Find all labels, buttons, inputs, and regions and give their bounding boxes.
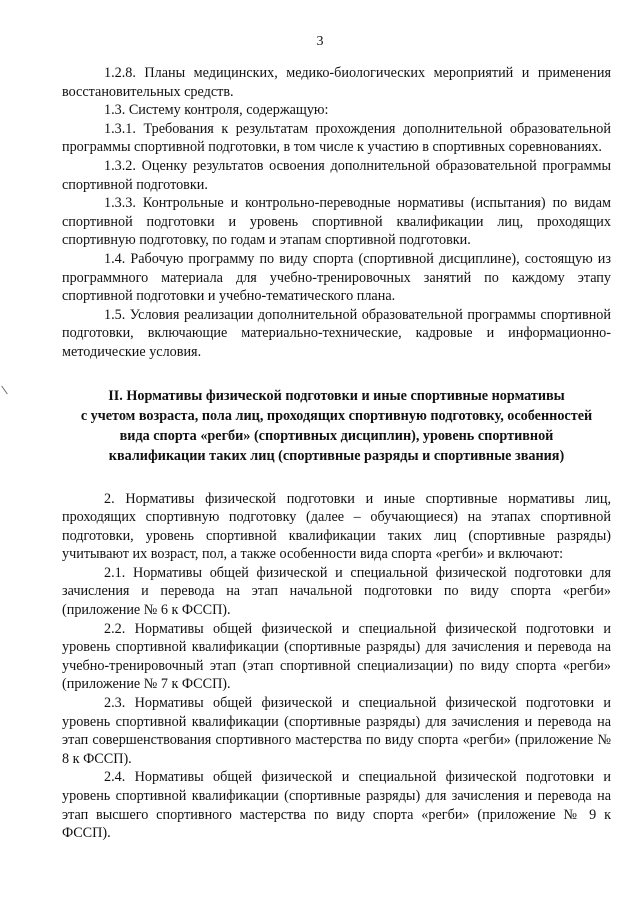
margin-mark (1, 386, 8, 395)
paragraph-2: 2. Нормативы физической подготовки и иные спортивные нормативы лиц, проходящих спортивную подготовку (далее – обучающиеся) на этапах спортивной подготовки, уровень спортивной квалификации таких лиц (спортивные разряды) учитывают их возраст, пол, а также особенности вида спорта «регби» и включают: (62, 490, 611, 563)
paragraph-1-3: 1.3. Систему контроля, содержащую: (104, 102, 329, 119)
document-body (62, 64, 611, 843)
section-heading-line: II. Нормативы физической подготовки и иные спортивные нормативы (108, 387, 565, 404)
paragraph-1-4: 1.4. Рабочую программу по виду спорта (спортивной дисциплине), состоящую из программного материала для учебно-тренировочных занятий по каждому этапу спортивной подготовки и учебно-тематического плана. (62, 250, 611, 305)
paragraph-1-3-2: 1.3.2. Оценку результатов освоения дополнительной образовательной программы спортивной подготовки. (62, 157, 611, 193)
page-number: 3 (316, 34, 324, 49)
paragraph-1-2-8: 1.2.8. Планы медицинских, медико-биологических мероприятий и применения восстановительных средств. (62, 65, 611, 100)
paragraph-1-3-3: 1.3.3. Контрольные и контрольно-переводные нормативы (испытания) по видам спортивной подготовки и уровень спортивной квалификации лиц, проходящих спортивную подготовку, по годам и этапам спортивной подготовки. (62, 195, 611, 249)
section-heading-line: квалификации таких лиц (спортивные разряды и спортивные звания) (108, 447, 565, 464)
paragraph-2-2: 2.2. Нормативы общей физической и специальной физической подготовки и уровень спортивной квалификации (спортивные разряды) для зачисления и перевода на учебно-тренировочный этап (этап спортивной специализации) по виду спорта «регби» (приложение № 7 к ФССП). (62, 620, 611, 693)
paragraph-2-1: 2.1. Нормативы общей физической и специальной физической подготовки для зачисления и перевода на этап начальной подготовки по виду спорта «регби» (приложение № 6 к ФССП). (62, 564, 611, 619)
spacer (62, 466, 611, 490)
paragraph-1-5: 1.5. Условия реализации дополнительной образовательной программы спортивной подготовки, включающие материально-технические, кадровые и информационно-методические условия. (62, 306, 611, 360)
paragraph-2-3: 2.3. Нормативы общей физической и специальной физической подготовки и уровень спортивной квалификации (спортивные разряды) для зачисления и перевода на этап совершенствования спортивного мастерства по виду спорта «регби» (приложение № 8 к ФССП). (62, 695, 611, 767)
section-heading-line: с учетом возраста, пола лиц, проходящих спортивную подготовку, особенностей (80, 407, 593, 424)
paragraph-2-4: 2.4. Нормативы общей физической и специальной физической подготовки и уровень спортивной квалификации (спортивные разряды) для зачисления и перевода на этап высшего спортивного мастерства по виду спорта «регби» (приложение № 9 к ФССП). (62, 769, 611, 842)
spacer (62, 362, 611, 386)
section-heading-line: вида спорта «регби» (спортивных дисциплин), уровень спортивной (119, 427, 554, 444)
paragraph-1-3-1: 1.3.1. Требования к результатам прохождения дополнительной образовательной программы спортивной подготовки, в том числе к участию в спортивных соревнованиях. (62, 120, 611, 156)
section-heading (62, 386, 611, 466)
